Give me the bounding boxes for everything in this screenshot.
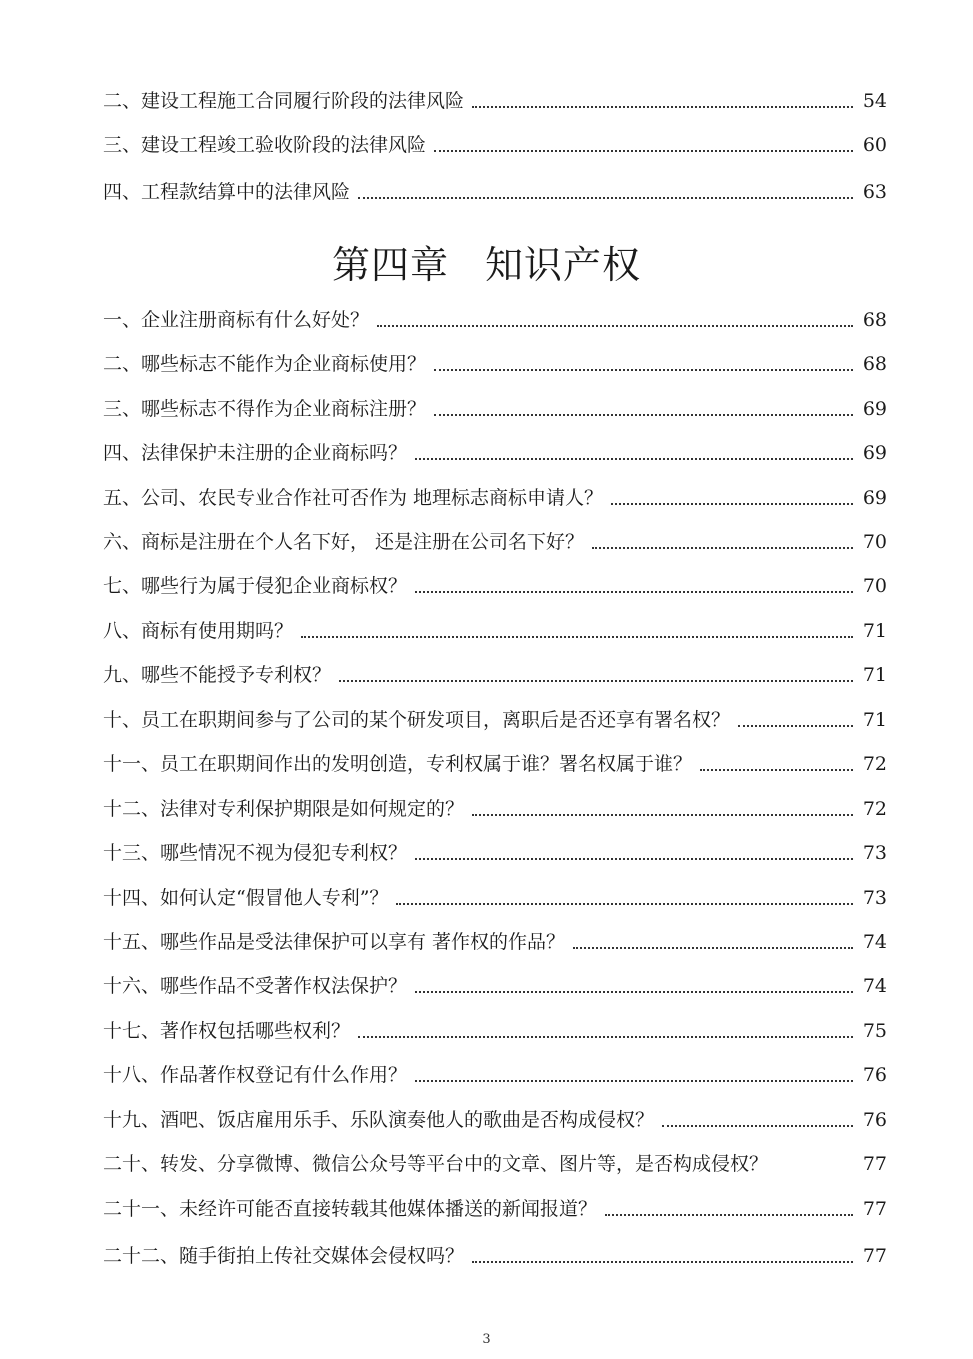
toc-entry-page: 71 [862, 620, 887, 642]
dot-leader [472, 105, 853, 108]
toc-entry-title: 二十一、未经许可能否直接转载其他媒体播送的新闻报道？ [103, 1198, 598, 1220]
toc-entry-title: 十二、法律对专利保护期限是如何规定的？ [103, 798, 465, 820]
toc-entry-title: 十六、哪些作品不受著作权法保护？ [103, 975, 408, 997]
dot-leader [592, 546, 853, 549]
toc-entry-title: 二十、转发、分享微博、微信公众号等平台中的文章、图片等，是否构成侵权？ [103, 1153, 769, 1175]
dot-leader [662, 1124, 853, 1127]
toc-entry-title: 二十二、随手街拍上传社交媒体会侵权吗？ [103, 1245, 465, 1267]
toc-entry[interactable] [103, 1194, 887, 1224]
toc-entry[interactable] [103, 305, 887, 335]
toc-entry[interactable] [103, 86, 887, 116]
toc-entry[interactable] [103, 394, 887, 424]
toc-entry-title: 十、员工在职期间参与了公司的某个研发项目，离职后是否还享有署名权？ [103, 709, 731, 731]
dot-leader [700, 768, 853, 771]
toc-entry-page: 70 [862, 531, 887, 553]
toc-entry-title: 十一、员工在职期间作出的发明创造，专利权属于谁？署名权属于谁？ [103, 753, 693, 775]
dot-leader [611, 502, 853, 505]
dot-leader [396, 902, 853, 905]
toc-entry-page: 69 [862, 442, 887, 464]
toc-entry-title: 十四、如何认定“假冒他人专利”？ [103, 887, 389, 909]
dot-leader [339, 679, 853, 682]
dot-leader [434, 413, 853, 416]
dot-leader [377, 324, 853, 327]
dot-leader [472, 1260, 853, 1263]
toc-entry[interactable] [103, 705, 887, 735]
toc-entry[interactable] [103, 1016, 887, 1046]
dot-leader [358, 196, 853, 199]
toc-entry-page: 68 [862, 309, 887, 331]
dot-leader [434, 368, 853, 371]
toc-entry[interactable] [103, 838, 887, 868]
toc-entry-page: 77 [862, 1245, 887, 1267]
toc-entry-page: 73 [862, 842, 887, 864]
toc-entry-page: 74 [862, 931, 887, 953]
toc-entry-page: 70 [862, 575, 887, 597]
toc-entry[interactable] [103, 971, 887, 1001]
toc-entry-page: 74 [862, 975, 887, 997]
toc-entry[interactable] [103, 1060, 887, 1090]
dot-leader [415, 1079, 853, 1082]
toc-entry-title: 六、商标是注册在个人名下好， 还是注册在公司名下好？ [103, 531, 585, 553]
toc-entry-title: 九、哪些不能授予专利权？ [103, 664, 332, 686]
toc-entry[interactable] [103, 660, 887, 690]
toc-entry-title: 十八、作品著作权登记有什么作用？ [103, 1064, 408, 1086]
toc-entry[interactable] [103, 483, 887, 513]
toc-entry[interactable] [103, 749, 887, 779]
toc-entry-page: 72 [862, 798, 887, 820]
toc-entry-title: 一、企业注册商标有什么好处？ [103, 309, 370, 331]
toc-entry[interactable] [103, 794, 887, 824]
toc-entry-title: 二、哪些标志不能作为企业商标使用？ [103, 353, 427, 375]
toc-entry-title: 三、哪些标志不得作为企业商标注册？ [103, 398, 427, 420]
toc-entry-page: 69 [862, 398, 887, 420]
toc-entry[interactable] [103, 883, 887, 913]
toc-entry-page: 76 [862, 1064, 887, 1086]
page-number: 3 [482, 1332, 491, 1347]
toc-entry-page: 77 [862, 1198, 887, 1220]
toc-entry-title: 十三、哪些情况不视为侵犯专利权？ [103, 842, 408, 864]
dot-leader [415, 457, 853, 460]
toc-entry-title: 四、工程款结算中的法律风险 [103, 181, 351, 203]
chapter-heading [0, 238, 973, 292]
toc-entry-title: 十七、著作权包括哪些权利？ [103, 1020, 351, 1042]
toc-entry[interactable] [103, 527, 887, 557]
toc-entry-title: 十五、哪些作品是受法律保护可以享有 著作权的作品？ [103, 931, 566, 953]
toc-entry[interactable] [103, 1149, 887, 1179]
dot-leader [434, 149, 853, 152]
toc-entry-page: 71 [862, 664, 887, 686]
toc-entry[interactable] [103, 927, 887, 957]
toc-entry-title: 二、建设工程施工合同履行阶段的法律风险 [103, 90, 465, 112]
dot-leader [415, 857, 853, 860]
toc-entry-title: 三、建设工程竣工验收阶段的法律风险 [103, 134, 427, 156]
toc-entry-page: 54 [862, 90, 887, 112]
dot-leader [301, 635, 853, 638]
toc-entry[interactable] [103, 130, 887, 160]
dot-leader [605, 1213, 853, 1216]
dot-leader [573, 946, 853, 949]
toc-entry[interactable] [103, 616, 887, 646]
toc-entry-page: 71 [862, 709, 887, 731]
toc-entry[interactable] [103, 349, 887, 379]
chapter-name: 知识产权 [485, 243, 642, 287]
dot-leader [738, 724, 853, 727]
toc-entry[interactable] [103, 1105, 887, 1135]
toc-entry-page: 69 [862, 487, 887, 509]
toc-entry-title: 七、哪些行为属于侵犯企业商标权？ [103, 575, 408, 597]
toc-entry-title: 五、公司、农民专业合作社可否作为 地理标志商标申请人？ [103, 487, 604, 509]
toc-entry-page: 60 [862, 134, 887, 156]
toc-entry-page: 77 [862, 1153, 887, 1175]
toc-entry-page: 73 [862, 887, 887, 909]
toc-entry-title: 十九、酒吧、饭店雇用乐手、乐队演奏他人的歌曲是否构成侵权？ [103, 1109, 655, 1131]
toc-entry-page: 75 [862, 1020, 887, 1042]
chapter-number: 第四章 [331, 243, 449, 287]
dot-leader [358, 1035, 853, 1038]
toc-entry-title: 四、法律保护未注册的企业商标吗？ [103, 442, 408, 464]
dot-leader [415, 990, 853, 993]
toc-entry[interactable] [103, 1241, 887, 1271]
toc-entry-page: 63 [862, 181, 887, 203]
toc-entry-page: 68 [862, 353, 887, 375]
dot-leader [472, 813, 853, 816]
dot-leader [415, 590, 853, 593]
toc-entry[interactable] [103, 177, 887, 207]
toc-entry-page: 72 [862, 753, 887, 775]
toc-entry-page: 76 [862, 1109, 887, 1131]
toc-entry[interactable] [103, 571, 887, 601]
toc-entry-title: 八、商标有使用期吗？ [103, 620, 294, 642]
toc-entry[interactable] [103, 438, 887, 468]
